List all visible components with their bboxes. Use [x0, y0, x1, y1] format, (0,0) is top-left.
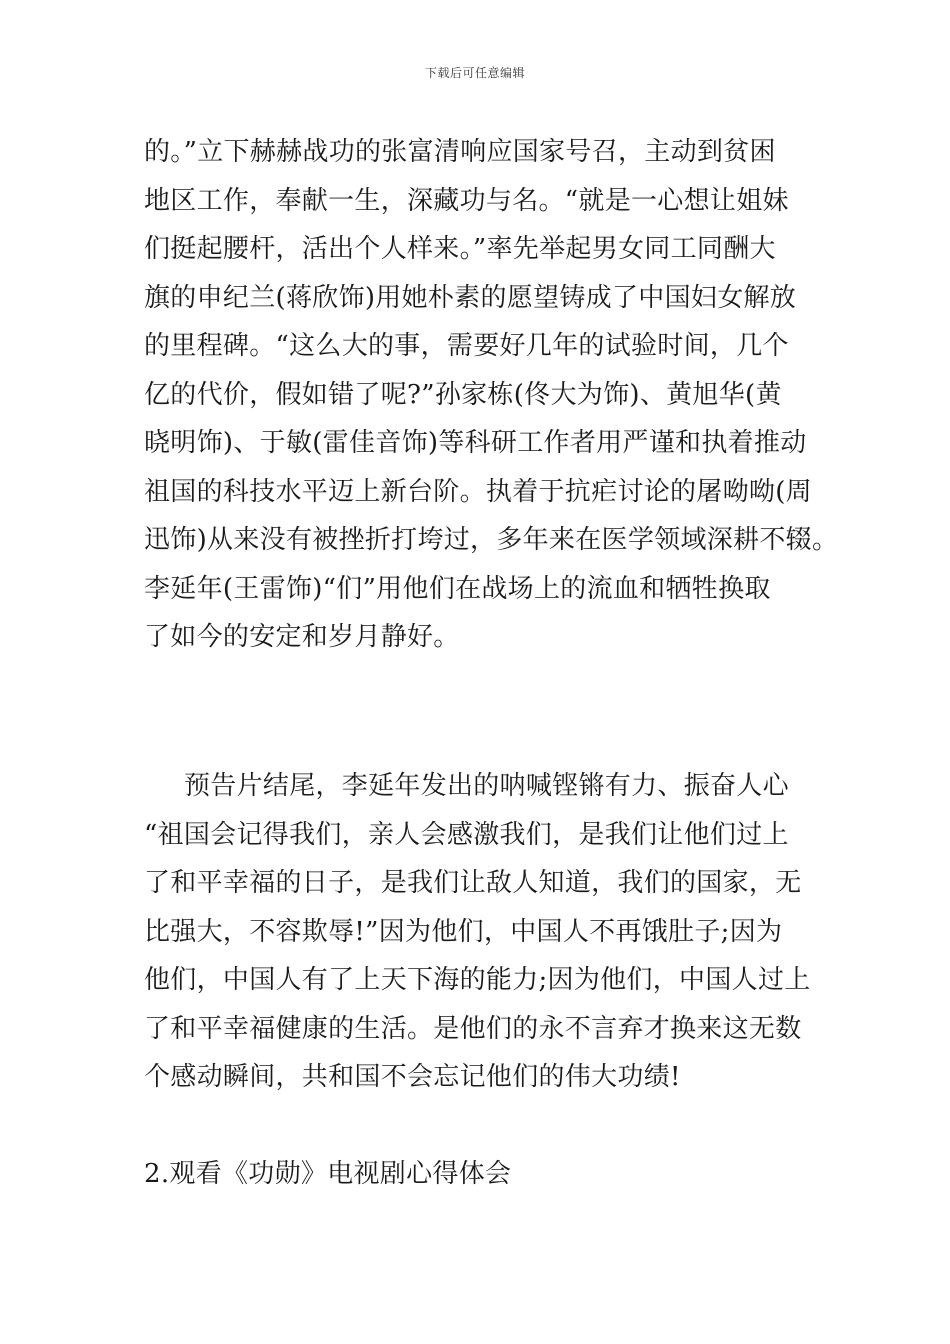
paragraph-line: 迅饰)从来没有被挫折打垮过，多年来在医学领域深耕不辍。 — [144, 525, 839, 555]
page-header-note: 下载后可任意编辑 — [424, 66, 525, 80]
paragraph-spacer — [144, 662, 816, 714]
paragraph-line: 们挺起腰杆，活出个人样来。”率先举起男女同工同酬大 — [144, 234, 776, 264]
section-heading: 2.观看《功勋》电视剧心得体会 — [144, 1159, 512, 1189]
paragraph-line: 亿的代价，假如错了呢?”孙家栋(佟大为饰)、黄旭华(黄 — [144, 379, 782, 410]
paragraph-line: 比强大，不容欺辱!”因为他们，中国人不再饿肚子;因为 — [144, 916, 783, 947]
paragraph-line: 了和平幸福健康的生活。是他们的永不言弃才换来这无数 — [144, 1013, 802, 1044]
paragraph-line: 的里程碑。“这么大的事，需要好几年的试验时间，几个 — [144, 331, 789, 361]
document-body — [144, 128, 839, 1199]
paragraph-line: “祖国会记得我们，亲人会感激我们，是我们让他们过上 — [144, 819, 789, 850]
paragraph-spacer — [144, 1102, 816, 1151]
paragraph-2 — [144, 762, 816, 1102]
paragraph-line: 李延年(王雷饰)“们”用他们在战场上的流血和牺牲换取 — [144, 573, 771, 604]
paragraph-line: 他们，中国人有了上天下海的能力;因为他们，中国人过上 — [144, 965, 811, 995]
paragraph-line: 旗的申纪兰(蒋欣饰)用她朴素的愿望铸成了中国妇女解放 — [144, 282, 797, 313]
paragraph-line: 祖国的科技水平迈上新台阶。执着于抗疟讨论的屠呦呦(周 — [144, 476, 812, 507]
paragraph-line: 了和平幸福的日子，是我们让敌人知道，我们的国家，无 — [144, 868, 802, 898]
paragraph-1 — [144, 128, 839, 662]
paragraph-line: 的。”立下赫赫战功的张富清响应国家号召，主动到贫困 — [144, 137, 776, 167]
paragraph-line: 预告片结尾，李延年发出的呐喊铿锵有力、振奋人心 — [184, 771, 789, 801]
paragraph-line: 晓明饰)、于敏(雷佳音饰)等科研工作者用严谨和执着推动 — [144, 428, 807, 458]
paragraph-line: 了如今的安定和岁月静好。 — [144, 622, 460, 652]
paragraph-line: 地区工作，奉献一生，深藏功与名。“就是一心想让姐妹 — [144, 185, 789, 216]
paragraph-spacer — [144, 714, 816, 763]
paragraph-line: 个感动瞬间，共和国不会忘记他们的伟大功绩! — [144, 1062, 681, 1092]
